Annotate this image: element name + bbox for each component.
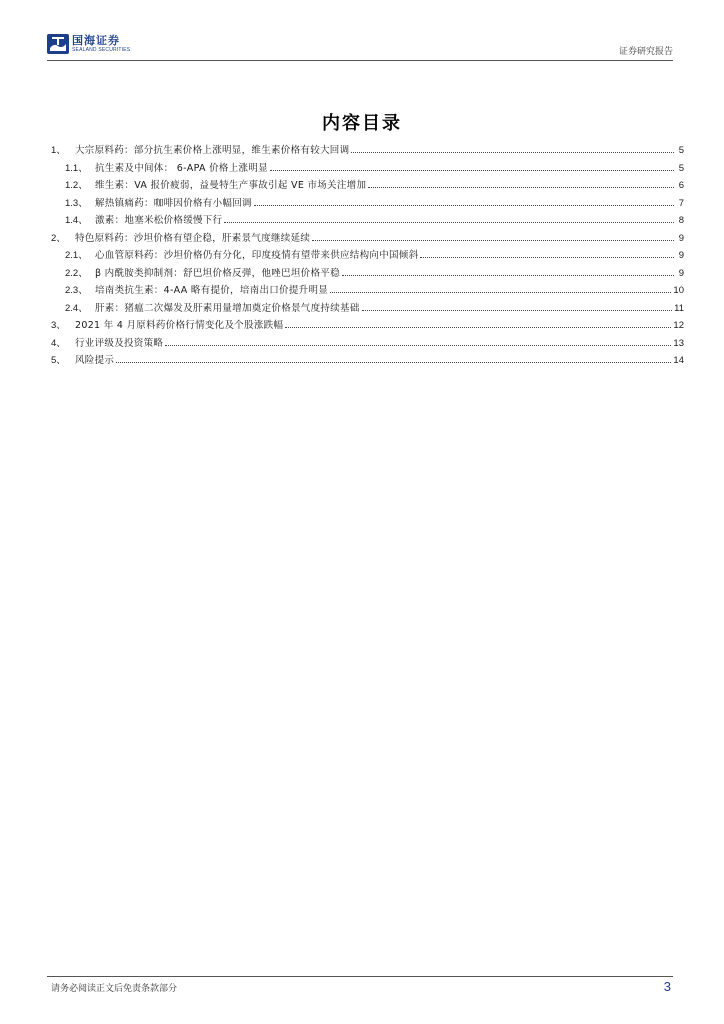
toc-dot-leader [420,257,674,258]
toc-entry-number: 2.3、 [65,285,88,296]
toc-entry-number: 2.2、 [65,267,88,279]
toc-entry-page: 13 [673,337,684,349]
toc-entry-title: 解热镇痛药：咖啡因价格有小幅回调 [95,197,252,209]
toc-entry[interactable] [51,195,684,209]
toc-entry[interactable] [51,352,684,366]
toc-dot-leader [116,362,671,363]
toc-entry[interactable] [51,177,684,191]
toc-entry[interactable] [51,265,684,279]
toc-entry-number: 1、 [51,145,66,156]
toc-entry-page: 12 [673,320,684,331]
toc-entry-title: 行业评级及投资策略 [75,337,164,349]
toc-entry-page: 9 [678,232,684,244]
toc-entry[interactable] [51,335,684,349]
toc-entry-title: 抗生素及中间体： 6-APA 价格上涨明显 [95,162,268,174]
toc-entry-page: 5 [678,162,684,174]
toc-dot-leader [224,222,674,223]
toc-dot-leader [285,327,671,328]
toc-entry[interactable] [51,212,684,226]
toc-entry[interactable] [51,230,684,244]
toc-dot-leader [351,152,674,153]
toc-entry[interactable] [51,282,684,296]
toc-dot-leader [362,310,673,311]
sealand-logo-icon [47,34,69,54]
disclaimer-note: 请务必阅读正文后免责条款部分 [51,984,178,994]
toc-entry-number: 2、 [51,232,66,244]
toc-entry-title: 维生素：VA 报价疲弱，益曼特生产事故引起 VE 市场关注增加 [95,180,367,191]
toc-entry[interactable] [51,247,684,261]
toc-entry-title: 风险提示 [75,355,115,366]
toc-entry-page: 9 [678,267,684,279]
footer-divider [47,976,673,977]
toc-entry-title: 大宗原料药：部分抗生素价格上涨明显，维生素价格有较大回调 [75,145,350,156]
toc-entry-title: 肝素：猪瘟二次爆发及肝素用量增加奠定价格景气度持续基础 [95,302,360,314]
toc-entry-number: 2.1、 [65,250,88,261]
toc-entry[interactable] [51,317,684,331]
toc-entry-page: 5 [678,145,684,156]
toc-entry-title: 激素：地塞米松价格缓慢下行 [95,215,223,226]
toc-entry-page: 9 [678,250,684,261]
logo-chinese-text: 国海证券 [72,34,120,47]
toc-entry-title: 心血管原料药：沙坦价格仍有分化，印度疫情有望带来供应结构向中国倾斜 [95,250,419,261]
toc-entry-number: 1.3、 [65,197,88,209]
logo-english-text: SEALAND SECURITIES [72,47,131,53]
toc-dot-leader [330,292,671,293]
toc-title: 内容目录 [322,113,402,134]
header-divider [47,60,673,61]
toc-dot-leader [312,240,674,241]
page-header [47,32,673,60]
toc-entry-page: 8 [678,215,684,226]
toc-entry-number: 4、 [51,337,66,349]
toc-dot-leader [368,187,674,188]
toc-entry-title: 培南类抗生素：4-AA 略有提价，培南出口价提升明显 [95,285,329,296]
toc-entry-number: 5、 [51,355,66,366]
page-number: 3 [663,979,671,994]
toc-dot-leader [165,345,671,346]
toc-entry-number: 3、 [51,320,66,331]
toc-entry-number: 2.4、 [65,302,88,314]
toc-entry-page: 7 [678,197,684,209]
toc-entry-title: 2021 年 4 月原料药价格行情变化及个股涨跌幅 [75,320,284,331]
toc-dot-leader [342,275,674,276]
toc-entry-page: 11 [674,302,684,314]
toc-entry-page: 14 [673,355,684,366]
company-logo [47,32,130,56]
toc-entry-page: 6 [678,180,684,191]
toc-entry-number: 1.4、 [65,215,88,226]
toc-dot-leader [270,170,674,171]
toc-entry[interactable] [51,142,684,156]
toc-entry-page: 10 [673,285,684,296]
toc-entry-title: β 内酰胺类抑制剂：舒巴坦价格反弹，他唑巴坦价格平稳 [95,267,340,279]
toc-entry[interactable] [51,300,684,314]
toc-entry-number: 1.1、 [65,162,88,174]
toc-dot-leader [254,205,674,206]
toc-entry-title: 特色原料药：沙坦价格有望企稳，肝素景气度继续延续 [75,232,311,244]
toc-entry-number: 1.2、 [65,180,88,191]
toc-entry[interactable] [51,160,684,174]
report-type-label: 证券研究报告 [618,47,673,57]
